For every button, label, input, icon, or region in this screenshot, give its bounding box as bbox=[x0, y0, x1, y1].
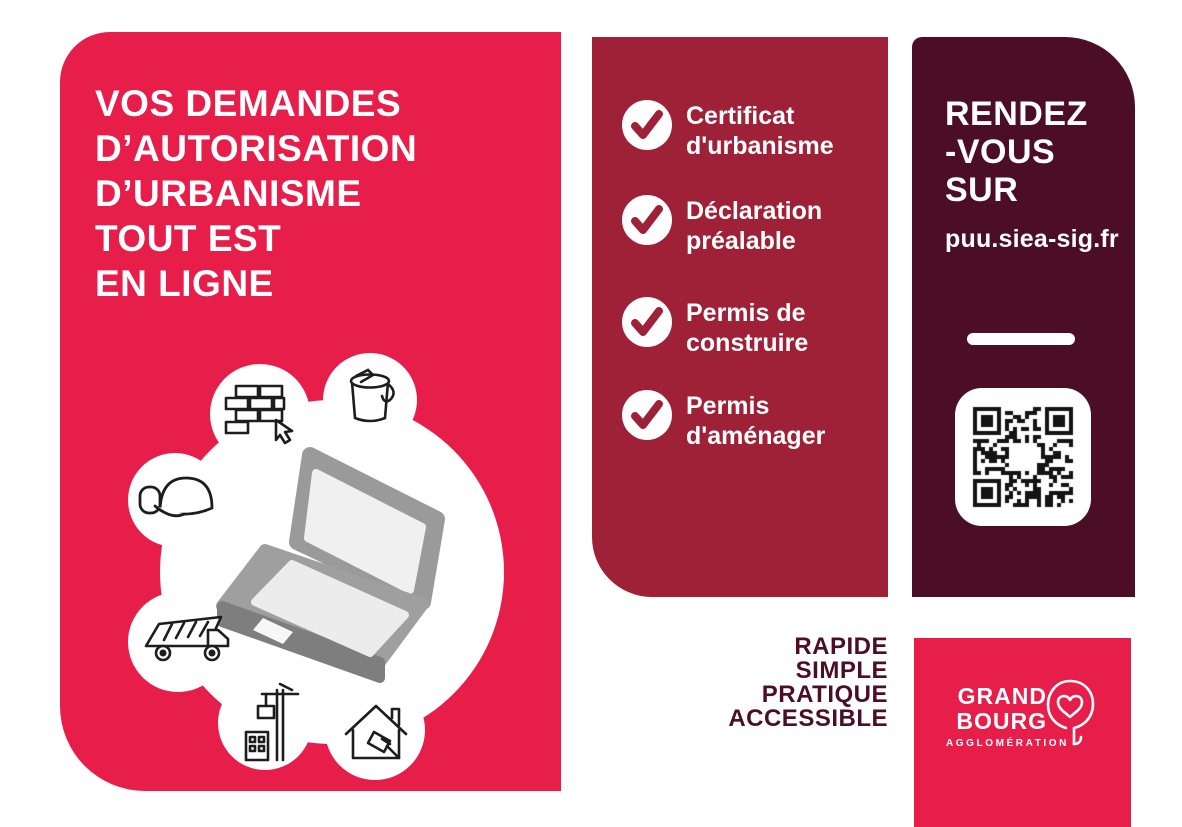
divider-bar bbox=[967, 333, 1075, 345]
title-line: TOUT EST bbox=[95, 218, 282, 259]
check-icon bbox=[622, 100, 672, 150]
logo-subtitle: AGGLOMÉRATION bbox=[945, 738, 1069, 749]
tagline-line: RAPIDE bbox=[794, 633, 888, 660]
website-url[interactable]: puu.siea-sig.fr bbox=[945, 225, 1119, 253]
check-icon bbox=[622, 390, 672, 440]
check-icon bbox=[622, 297, 672, 347]
qr-code bbox=[955, 388, 1091, 526]
title-line: VOS DEMANDES bbox=[95, 83, 402, 124]
services-panel bbox=[592, 37, 888, 597]
laptop-illustration bbox=[60, 32, 561, 791]
checklist-item bbox=[622, 100, 872, 161]
website-heading: RENDEZ -VOUS SUR bbox=[945, 95, 1088, 209]
website-panel bbox=[912, 37, 1135, 597]
check-icon bbox=[622, 195, 672, 245]
tagline bbox=[728, 635, 888, 731]
logo-card bbox=[914, 638, 1131, 827]
title-line: D’AUTORISATION bbox=[95, 128, 418, 169]
checklist-item-label: Permis d'aménager bbox=[686, 392, 826, 450]
tagline-line: SIMPLE bbox=[795, 657, 888, 684]
checklist-item bbox=[622, 390, 872, 451]
tagline-line: PRATIQUE bbox=[761, 681, 888, 708]
checklist-item-label: Permis de construire bbox=[686, 299, 809, 357]
checklist-item-label: Certificat d'urbanisme bbox=[686, 102, 834, 160]
checklist-item bbox=[622, 297, 872, 358]
left-panel bbox=[60, 32, 561, 791]
checklist-item-label: Déclaration préalable bbox=[686, 197, 823, 255]
tagline-line: ACCESSIBLE bbox=[728, 705, 888, 732]
title-line: EN LIGNE bbox=[95, 263, 274, 304]
tree-heart-icon bbox=[1043, 678, 1097, 752]
logo-wordmark: GRAND BOURG AGGLOMÉRATION bbox=[945, 683, 1069, 749]
title-line: D’URBANISME bbox=[95, 173, 362, 214]
checklist-item bbox=[622, 195, 872, 256]
